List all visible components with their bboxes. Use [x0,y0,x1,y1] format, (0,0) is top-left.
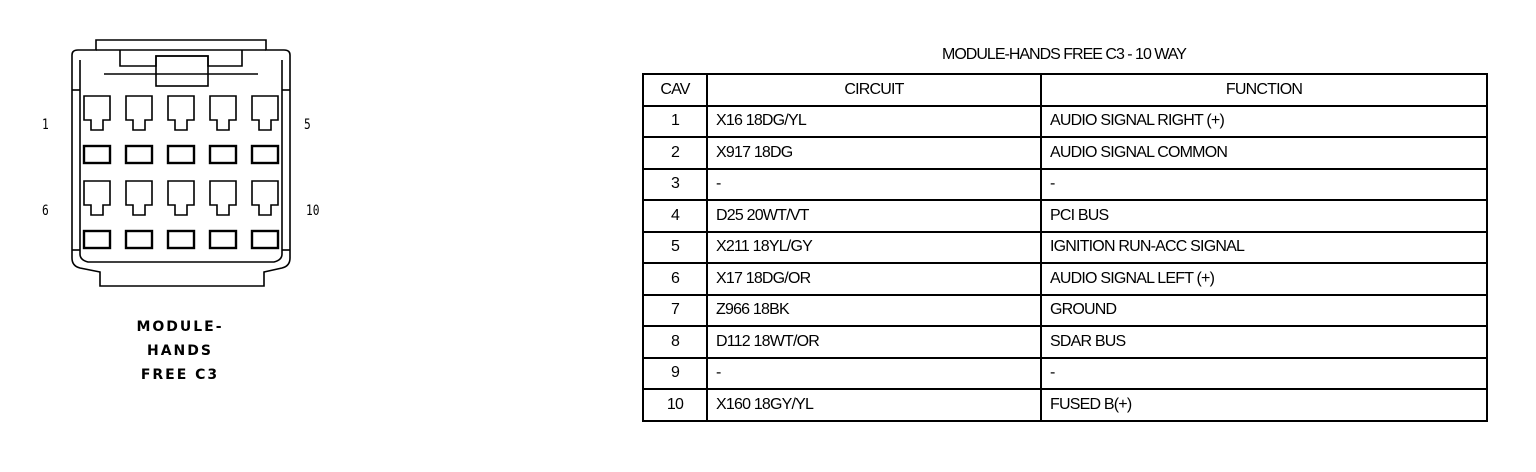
circuit-cell: D112 18WT/OR [707,326,1041,358]
table-row [643,389,1487,421]
table-row [643,200,1487,232]
terminal-cavity [252,96,278,163]
table-row [643,137,1487,169]
function-cell: - [1041,358,1487,390]
terminal-cavity [126,96,152,163]
terminal-cavity [84,181,110,248]
pinout-table [642,73,1488,422]
table-row [643,232,1487,264]
cav-cell: 2 [643,137,707,169]
cav-cell: 9 [643,358,707,390]
cav-cell: 4 [643,200,707,232]
circuit-cell: X16 18DG/YL [707,106,1041,138]
function-cell: IGNITION RUN-ACC SIGNAL [1041,232,1487,264]
table-row [643,358,1487,390]
function-cell: AUDIO SIGNAL RIGHT (+) [1041,106,1487,138]
function-cell: - [1041,169,1487,201]
connector-name-line: FREE C3 [140,367,220,383]
terminal-cavity [168,181,194,248]
terminal-cavity [210,181,236,248]
connector-latch [120,50,242,66]
pin-label-top-left: 1 [42,117,49,133]
table-row [643,326,1487,358]
table-header-row [643,74,1487,106]
table-row [643,263,1487,295]
function-cell: GROUND [1041,295,1487,327]
function-cell: AUDIO SIGNAL COMMON [1041,137,1487,169]
cav-cell: 3 [643,169,707,201]
cav-cell: 8 [643,326,707,358]
connector-face-diagram [0,0,340,300]
header-function: FUNCTION [1041,74,1487,106]
header-cav: CAV [643,74,707,106]
circuit-cell: Z966 18BK [707,295,1041,327]
circuit-cell: X211 18YL/GY [707,232,1041,264]
circuit-cell: X17 18DG/OR [707,263,1041,295]
function-cell: PCI BUS [1041,200,1487,232]
terminal-cavity [252,181,278,248]
function-cell: FUSED B(+) [1041,389,1487,421]
cav-cell: 10 [643,389,707,421]
connector-name-line: MODULE- [136,319,224,335]
cav-cell: 6 [643,263,707,295]
circuit-cell: D25 20WT/VT [707,200,1041,232]
terminal-cavity [84,96,110,163]
table-row [643,295,1487,327]
circuit-cell: - [707,358,1041,390]
function-cell: AUDIO SIGNAL LEFT (+) [1041,263,1487,295]
pin-label-top-right: 5 [304,117,311,133]
cav-cell: 1 [643,106,707,138]
table-row [643,106,1487,138]
cav-cell: 7 [643,295,707,327]
cavity-group [84,96,278,248]
terminal-cavity [168,96,194,163]
table-title: MODULE-HANDS FREE C3 - 10 WAY [942,46,1186,63]
table-row [643,169,1487,201]
terminal-cavity [126,181,152,248]
pin-label-bottom-right: 10 [306,203,320,219]
cav-cell: 5 [643,232,707,264]
circuit-cell: X917 18DG [707,137,1041,169]
connector-latch-window [156,56,208,86]
connector-name-line: HANDS [147,343,213,359]
circuit-cell: X160 18GY/YL [707,389,1041,421]
header-circuit: CIRCUIT [707,74,1041,106]
pin-label-bottom-left: 6 [42,203,49,219]
function-cell: SDAR BUS [1041,326,1487,358]
circuit-cell: - [707,169,1041,201]
terminal-cavity [210,96,236,163]
